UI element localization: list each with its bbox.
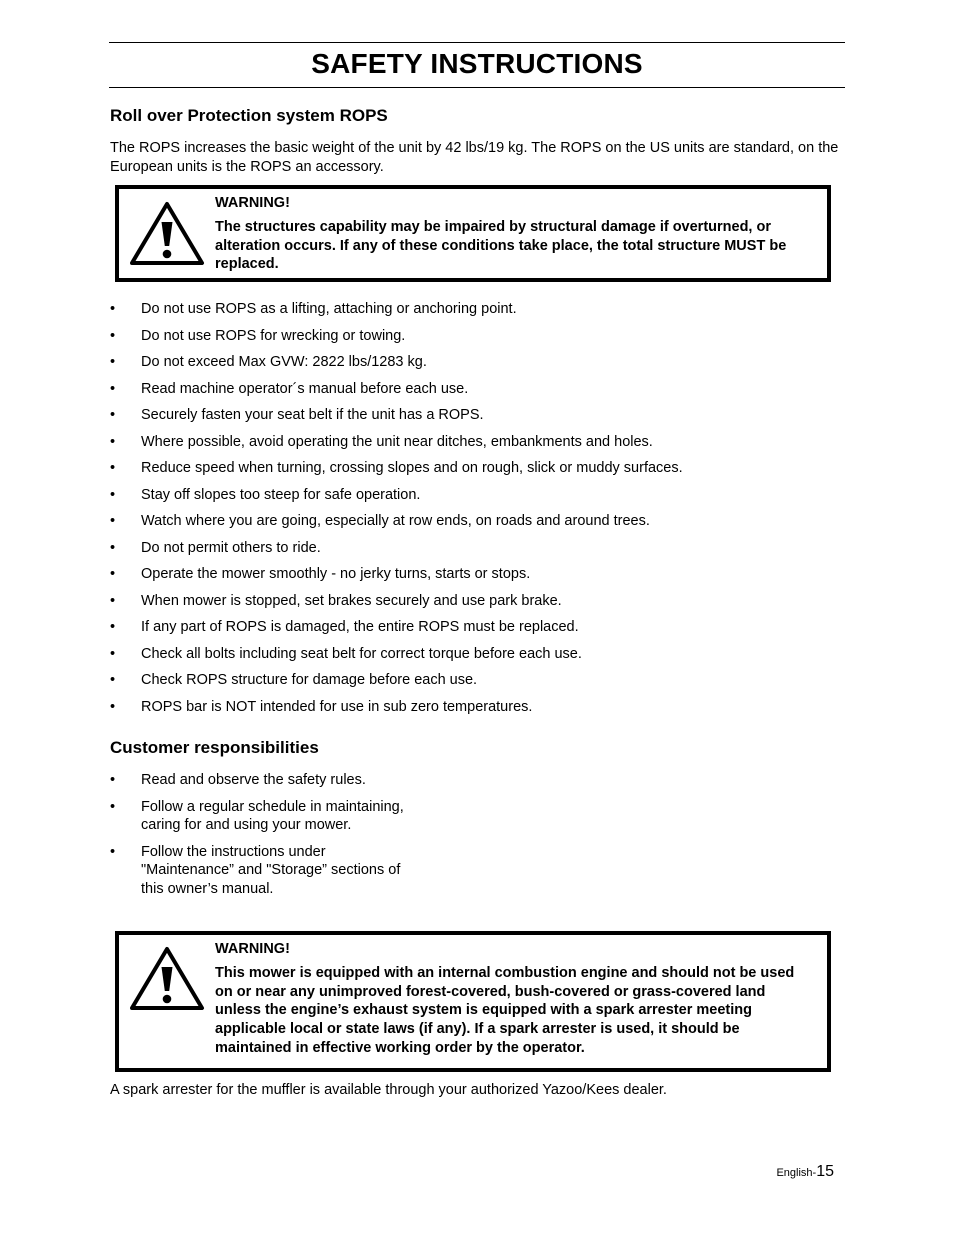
warning-triangle-icon — [129, 945, 205, 1011]
list-item-text: Check ROPS structure for damage before each use. — [141, 672, 478, 688]
bullet-icon: • — [110, 592, 116, 609]
page-title: SAFETY INSTRUCTIONS — [311, 48, 643, 79]
list-item — [110, 327, 683, 354]
list-item — [110, 771, 404, 790]
bullet-icon: • — [110, 327, 116, 344]
rops-intro-paragraph: The ROPS increases the basic weight of the unit by 42 lbs/19 kg. The ROPS on the US units are standard, on the European units is the ROPS an accessory. — [110, 140, 839, 175]
bullet-icon: • — [110, 460, 116, 476]
bullet-icon: • — [110, 698, 116, 715]
bullet-icon: • — [110, 407, 116, 423]
list-item-text: Do not permit others to ride. — [141, 539, 321, 556]
warning-title: WARNING! — [215, 195, 290, 211]
list-item — [110, 353, 683, 380]
rops-bullet-list — [110, 300, 683, 724]
list-item-text: Where possible, avoid operating the unit near ditches, embankments and holes. — [141, 433, 653, 450]
footer-language: English- — [776, 1167, 817, 1179]
list-item — [110, 300, 683, 327]
list-item-text: Stay off slopes too steep for safe operation. — [141, 486, 421, 503]
list-item — [110, 486, 683, 513]
list-item-text: When mower is stopped, set brakes securely and use park brake. — [141, 592, 562, 609]
list-item — [110, 698, 683, 725]
list-item — [110, 459, 683, 486]
list-item — [110, 512, 683, 539]
list-item — [110, 645, 683, 672]
warning-box-rops — [115, 185, 831, 282]
list-item-text: Do not use ROPS as a lifting, attaching or anchoring point. — [141, 301, 517, 317]
list-item-text: Operate the mower smoothly - no jerky turns, starts or stops. — [141, 566, 531, 582]
warning-box-spark-arrester — [115, 931, 831, 1072]
list-item-line: this owner’s manual. — [141, 880, 274, 897]
list-item-text: Do not exceed Max GVW: 2822 lbs/1283 kg. — [141, 354, 427, 370]
warning-text-spark-arrester — [215, 940, 813, 1058]
list-item-text: ROPS bar is NOT intended for use in sub zero temperatures. — [141, 698, 533, 715]
bullet-icon: • — [110, 433, 116, 450]
bullet-icon: • — [110, 772, 116, 788]
bullet-icon: • — [110, 566, 116, 582]
page-number: 15 — [816, 1163, 834, 1180]
warning-triangle-icon — [129, 200, 205, 266]
bullet-icon: • — [110, 645, 116, 662]
list-item — [110, 798, 404, 835]
bullet-icon: • — [110, 513, 116, 529]
bullet-icon: • — [110, 539, 116, 556]
bullet-icon: • — [110, 354, 116, 370]
warning-title: WARNING! — [215, 941, 290, 957]
list-item-text: Watch where you are going, especially at row ends, on roads and around trees. — [141, 513, 650, 529]
list-item-text: Do not use ROPS for wrecking or towing. — [141, 327, 406, 344]
title-underline — [109, 87, 845, 88]
page-footer — [776, 1161, 834, 1184]
list-item — [110, 406, 683, 433]
list-item — [110, 539, 683, 566]
warning-body: The structures capability may be impaired by structural damage if overturned, or alteration occurs. If any of these conditions take place, the total structure MUST be replaced. — [215, 218, 787, 273]
bullet-icon: • — [110, 301, 116, 317]
list-item — [110, 671, 683, 698]
bullet-icon: • — [110, 380, 116, 397]
list-item-text: Securely fasten your seat belt if the unit has a ROPS. — [141, 407, 484, 423]
list-item — [110, 565, 683, 592]
list-item — [110, 592, 683, 619]
list-item-text: Read machine operator´s manual before each use. — [141, 380, 469, 397]
warning-text-rops — [215, 194, 813, 274]
section-heading-customer: Customer responsibilities — [110, 738, 319, 757]
section-heading-rops: Roll over Protection system ROPS — [110, 106, 388, 125]
list-item-text: Reduce speed when turning, crossing slopes and on rough, slick or muddy surfaces. — [141, 460, 683, 476]
bullet-icon: • — [110, 486, 116, 503]
list-item-line: caring for and using your mower. — [141, 817, 352, 833]
customer-bullet-list — [110, 771, 404, 906]
list-item-line: Follow the instructions under — [141, 843, 326, 860]
list-item-line: Read and observe the safety rules. — [141, 772, 366, 788]
list-item — [110, 843, 404, 899]
list-item — [110, 433, 683, 460]
list-item — [110, 618, 683, 645]
bullet-icon: • — [110, 843, 116, 860]
bullet-icon: • — [110, 619, 116, 635]
list-item-text: If any part of ROPS is damaged, the entire ROPS must be replaced. — [141, 619, 579, 635]
list-item-line: "Maintenance” and "Storage” sections of — [141, 862, 401, 878]
top-rule — [109, 42, 845, 43]
warning-body: This mower is equipped with an internal combustion engine and should not be used on or near any unimproved forest-covered, bush-covered or grass-covered land unless the engine’s exhaust system is equipped with a spark arrester meeting applicable local or state laws (if any). If a spark arrester is used, it should be maintained in effective working order by the operator. — [215, 964, 795, 1056]
list-item — [110, 380, 683, 407]
list-item-line: Follow a regular schedule in maintaining, — [141, 798, 404, 815]
list-item-text: Check all bolts including seat belt for correct torque before each use. — [141, 645, 582, 662]
bullet-icon: • — [110, 672, 116, 688]
bullet-icon: • — [110, 798, 116, 815]
spark-arrester-note: A spark arrester for the muffler is available through your authorized Yazoo/Kees dealer. — [110, 1082, 667, 1098]
